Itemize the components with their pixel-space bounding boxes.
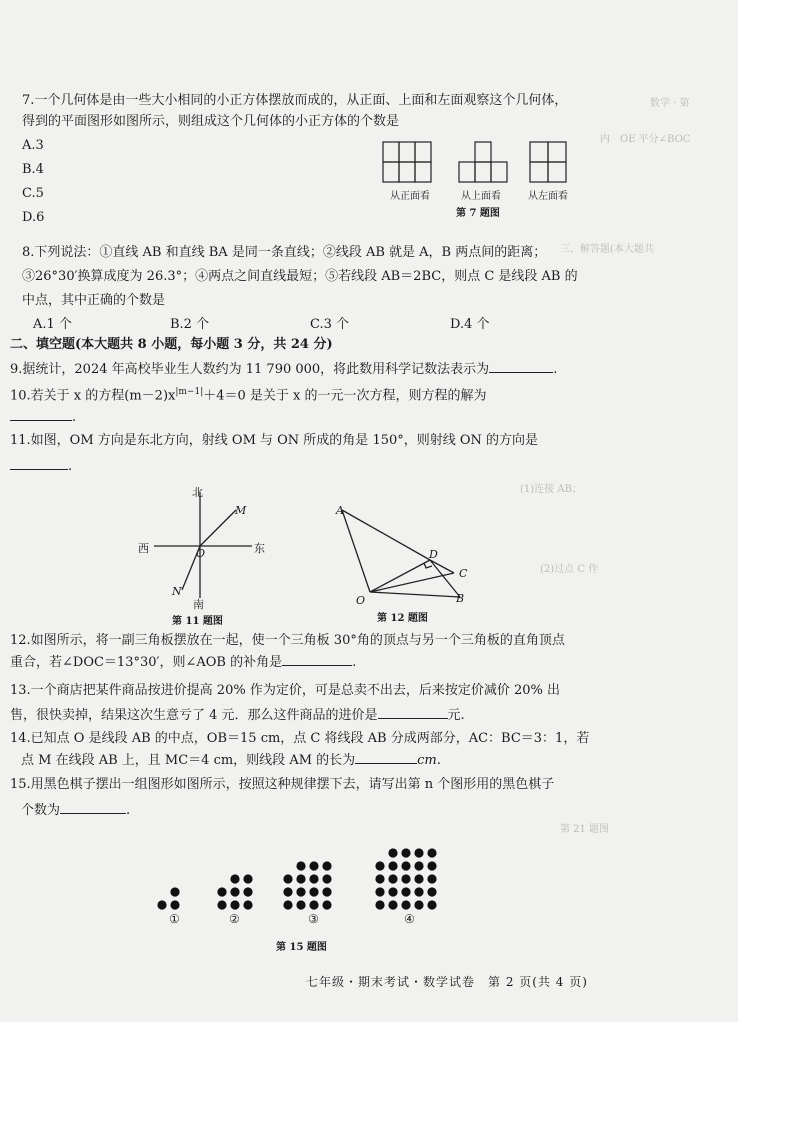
question-10-exponent: |m−1| — [175, 387, 204, 397]
black-chess-piece — [170, 900, 179, 909]
black-chess-piece — [375, 887, 384, 896]
black-chess-piece — [322, 861, 331, 870]
bleed-through-text: 内 OE 平分∠BOC — [600, 134, 691, 145]
question-8-line-3: 中点，其中正确的个数是 — [22, 293, 166, 308]
black-chess-piece — [375, 874, 384, 883]
question-11-caption: 第 11 题图 — [172, 616, 223, 627]
question-13 — [10, 680, 560, 726]
black-chess-piece — [296, 887, 305, 896]
black-chess-piece — [414, 887, 423, 896]
top-view-cell — [475, 142, 491, 162]
black-chess-piece — [243, 887, 252, 896]
question-12-line-2: 重合，若∠DOC＝13°30′，则∠AOB 的补角是 — [10, 655, 283, 670]
label-west: 西 — [138, 542, 149, 555]
question-8-line-1: 8.下列说法：①直线 AB 和直线 BA 是同一条直线；②线段 AB 就是 A，B 两点间的距离； — [22, 245, 547, 260]
question-10-stem: 10.若关于 x 的方程(m－2)x — [10, 388, 176, 404]
question-9-stem: 9.据统计，2024 年高校毕业生人数约为 11 790 000，将此数用科学记数法表示为 — [10, 362, 490, 377]
top-view-cell — [475, 162, 491, 182]
black-chess-piece — [296, 900, 305, 909]
question-10-stem-2: ＋4＝0 是关于 x 的一元一次方程，则方程的解为 — [203, 388, 487, 404]
black-chess-piece — [414, 861, 423, 870]
segment-ad — [342, 510, 430, 560]
black-chess-piece — [375, 861, 384, 870]
segment-oc — [370, 573, 454, 592]
pattern-label-1: ① — [169, 912, 180, 926]
black-chess-piece — [401, 887, 410, 896]
bleed-through-text: 三、解答题(本大题共 — [560, 244, 654, 255]
black-chess-piece — [170, 887, 179, 896]
question-15-figure — [150, 820, 470, 920]
black-chess-piece — [414, 900, 423, 909]
top-view-label: 从上面看 — [461, 191, 501, 202]
left-view-cell — [548, 142, 566, 162]
question-14-line-2: 点 M 在线段 AB 上，且 MC＝4 cm，则线段 AM 的长为 — [21, 753, 356, 768]
question-7-stem: 7.一个几何体是由一些大小相同的小正方体摆放而成的，从正面、上面和左面观察这个几何体， — [22, 93, 568, 108]
question-14-answer-blank[interactable] — [355, 749, 417, 764]
label-n: N — [172, 585, 182, 598]
front-view-label: 从正面看 — [390, 191, 430, 202]
black-chess-piece — [309, 861, 318, 870]
question-11-line-1: 11.如图，OM 方向是东北方向，射线 OM 与 ON 所成的角是 150°，则射线 ON 的方向是 — [10, 433, 539, 448]
question-7-option-d: D.6 — [22, 210, 45, 225]
question-8-option-c: C.3 个 — [310, 317, 350, 332]
front-view-cell — [383, 162, 399, 182]
front-view-cell — [383, 142, 399, 162]
black-chess-piece — [427, 874, 436, 883]
black-chess-piece — [322, 874, 331, 883]
question-15 — [10, 774, 554, 821]
label-east: 东 — [254, 542, 265, 555]
left-view-label: 从左面看 — [528, 191, 568, 202]
left-view-cell — [530, 162, 548, 182]
black-chess-piece — [230, 874, 239, 883]
black-chess-piece — [243, 900, 252, 909]
black-chess-piece — [414, 874, 423, 883]
question-9-answer-blank[interactable] — [489, 358, 553, 373]
black-chess-piece — [230, 887, 239, 896]
question-7-caption: 第 7 题图 — [456, 208, 500, 219]
left-view-cell — [548, 162, 566, 182]
front-view-cell — [415, 142, 431, 162]
black-chess-piece — [427, 887, 436, 896]
black-chess-piece — [309, 874, 318, 883]
question-11-answer-blank[interactable] — [10, 455, 68, 470]
question-13-answer-blank[interactable] — [378, 704, 448, 719]
question-8 — [22, 242, 578, 336]
bleed-through-text: 第 21 题图 — [560, 824, 610, 835]
question-12-end: . — [352, 655, 357, 670]
question-7-option-b: B.4 — [22, 162, 44, 177]
black-chess-piece — [414, 848, 423, 857]
question-15-caption: 第 15 题图 — [276, 942, 327, 953]
question-15-line-1: 15.用黑色棋子摆出一组图形如图所示，按照这种规律摆下去，请写出第 n 个图形用的黑色棋子 — [10, 777, 555, 792]
black-chess-piece — [309, 900, 318, 909]
question-8-options — [22, 314, 578, 336]
top-view-cell — [459, 162, 475, 182]
left-view-cell — [530, 142, 548, 162]
black-chess-piece — [217, 887, 226, 896]
question-14 — [10, 728, 589, 771]
black-chess-piece — [388, 848, 397, 857]
question-13-line-2: 售，很快卖掉，结果这次生意亏了 4 元．那么这件商品的进价是 — [10, 708, 378, 723]
question-11 — [10, 430, 538, 477]
black-chess-piece — [388, 861, 397, 870]
question-13-end: 元. — [447, 708, 465, 723]
black-chess-piece — [157, 900, 166, 909]
black-chess-piece — [309, 887, 318, 896]
black-chess-piece — [427, 861, 436, 870]
question-10 — [10, 382, 487, 428]
page-footer: 七年级・期末考试・数学试卷 第 2 页(共 4 页) — [306, 975, 588, 989]
black-chess-piece — [283, 900, 292, 909]
question-9-end: . — [553, 362, 558, 377]
segment-ob — [370, 592, 460, 597]
black-chess-piece — [375, 900, 384, 909]
segment-dc — [430, 560, 454, 573]
bleed-through-text: 数学 · 第 — [650, 98, 690, 109]
question-7-figure — [380, 138, 580, 188]
label-o: O — [196, 547, 206, 560]
black-chess-piece — [230, 900, 239, 909]
black-chess-piece — [322, 900, 331, 909]
black-chess-piece — [401, 900, 410, 909]
question-7-option-a: A.3 — [22, 138, 44, 153]
black-chess-piece — [283, 874, 292, 883]
label-north: 北 — [192, 486, 203, 499]
label-d: D — [429, 548, 438, 561]
ray-om — [200, 510, 236, 546]
front-view-cell — [399, 162, 415, 182]
black-chess-piece — [427, 900, 436, 909]
top-view-cell — [491, 162, 507, 182]
black-chess-piece — [283, 887, 292, 896]
black-chess-piece — [401, 848, 410, 857]
label-south: 南 — [193, 598, 204, 611]
section-heading-fill-blank: 二、填空题(本大题共 8 小题，每小题 3 分，共 24 分) — [10, 337, 333, 352]
bleed-through-text: (1)连接 AB； — [520, 484, 582, 495]
label-c: C — [459, 567, 468, 580]
question-11-end: . — [68, 459, 73, 474]
bleed-through-text: (2)过点 C 作 — [540, 564, 599, 575]
right-angle-mark — [424, 563, 432, 568]
label-b: B — [456, 592, 465, 605]
question-13-line-1: 13.一个商店把某件商品按进价提高 20% 作为定价，可是总卖不出去，后来按定价减价 20% 出 — [10, 683, 560, 698]
segment-od — [370, 560, 430, 592]
black-chess-piece — [217, 900, 226, 909]
front-view-cell — [415, 162, 431, 182]
question-7-stem-2: 得到的平面图形如图所示，则组成这个几何体的小正方体的个数是 — [22, 114, 400, 129]
black-chess-piece — [388, 887, 397, 896]
question-8-option-d: D.4 个 — [450, 317, 490, 332]
question-12-answer-blank[interactable] — [282, 651, 352, 666]
question-9 — [10, 358, 557, 380]
pattern-label-4: ④ — [404, 912, 415, 926]
dot-pattern-3 — [283, 861, 331, 909]
question-8-line-2: ③26°30′换算成度为 26.3°；④两点之间直线最短；⑤若线段 AB＝2BC，则点 C 是线段 AB 的 — [22, 269, 578, 284]
label-o-12: O — [356, 594, 366, 607]
black-chess-piece — [388, 874, 397, 883]
dot-pattern-2 — [217, 874, 252, 909]
question-10-end: . — [72, 410, 77, 426]
question-12 — [10, 630, 565, 673]
front-view-cell — [399, 142, 415, 162]
pattern-label-2: ② — [229, 912, 240, 926]
black-chess-piece — [296, 874, 305, 883]
label-a: A — [336, 504, 344, 517]
pattern-label-3: ③ — [308, 912, 319, 926]
question-12-line-1: 12.如图所示，将一副三角板摆放在一起，使一个三角板 30°角的顶点与另一个三角板的直角顶点 — [10, 633, 565, 648]
question-15-line-2: 个数为 — [21, 803, 61, 818]
question-8-option-a: A.1 个 — [33, 317, 72, 332]
question-14-end: cm. — [417, 753, 441, 768]
dot-pattern-1 — [157, 887, 179, 909]
segment-ao — [342, 510, 370, 592]
question-15-answer-blank[interactable] — [60, 799, 126, 814]
label-m: M — [235, 504, 247, 517]
black-chess-piece — [296, 861, 305, 870]
dot-pattern-4 — [375, 848, 436, 909]
question-7-option-c: C.5 — [22, 186, 44, 201]
black-chess-piece — [427, 848, 436, 857]
black-chess-piece — [322, 887, 331, 896]
question-15-end: . — [126, 803, 131, 818]
question-10-answer-blank[interactable] — [10, 406, 72, 421]
black-chess-piece — [243, 874, 252, 883]
black-chess-piece — [401, 874, 410, 883]
question-14-line-1: 14.已知点 O 是线段 AB 的中点，OB＝15 cm，点 C 将线段 AB 分成两部分，AC：BC＝3：1，若 — [10, 731, 590, 746]
black-chess-piece — [401, 861, 410, 870]
question-8-option-b: B.2 个 — [170, 317, 210, 332]
question-12-caption: 第 12 题图 — [377, 613, 428, 624]
black-chess-piece — [388, 900, 397, 909]
